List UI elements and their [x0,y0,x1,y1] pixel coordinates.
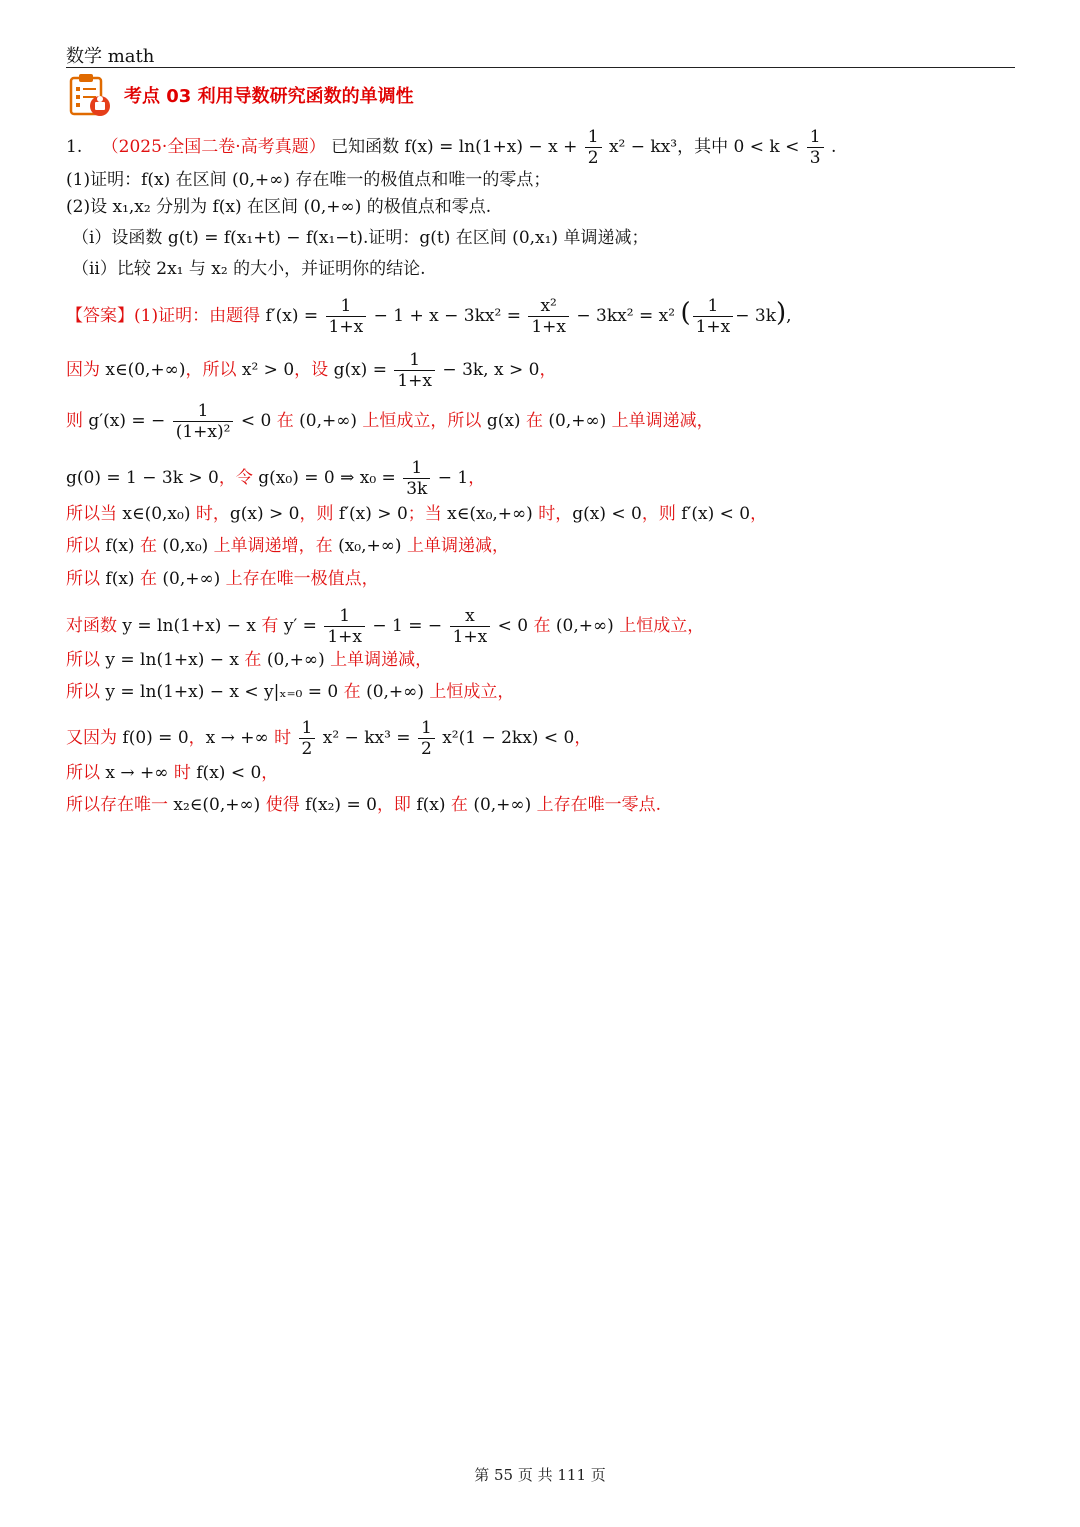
answer-line-11 [66,718,591,759]
math-d: x²(1 − 2kx) < 0 [442,728,575,748]
math-c: − 1 = − [372,616,448,636]
frac-1-over-1px-b: $\frac{1}{1+x}$ [693,296,734,337]
answer-line-4 [66,458,485,499]
problem-source: （2025·全国二卷·高考真题） [101,137,326,157]
answer-text: 时， [532,504,573,524]
answer-text: 上单调递增，在 [208,536,339,556]
answer-line-1: 【答案】(1)证明：由题得 f′(x) = $\frac{1}{1+x}$ − 1 + x − 3kx² = $\frac{\text{x²}}{1+x}$ − 3kx² = x² ( $\frac{1}{1+x}$ − 3k), [66,296,792,337]
math-expression: f(x) < 0 [196,763,262,783]
text-d: ， [539,360,557,380]
answer-text: 所以存在唯一 [66,795,174,815]
answer-text: 所以 [66,569,106,589]
math-e: (0,+∞) [555,616,614,636]
math-c: − 1 [437,468,469,488]
math-expression: y = ln(1+x) − x < y|ₓ₌₀ = 0 [105,682,339,702]
problem-number: 1. [66,137,83,157]
text-c: ，设 [294,360,334,380]
gprime-expr: g′(x) = − [88,411,171,431]
math-expression: g(x) < 0 [572,504,642,524]
text-b: ， [188,728,206,748]
text-b: ， [468,468,486,488]
math-a: x∈(0,+∞) [105,360,186,380]
math-b: x² > 0 [241,360,295,380]
math-expression: (0,x₀) [162,536,209,556]
math-b: g(x₀) = 0 ⇒ x₀ = [258,468,402,488]
answer-line-7 [66,566,379,592]
text-a: 因为 [66,360,106,380]
text-d: 上恒成立， [613,616,705,636]
page-header: 数学 math [66,46,155,67]
answer-line-12 [66,760,278,786]
math-a: g(0) = 1 − 3k > 0 [66,468,219,488]
page-footer: 第 55 页 共 111 页 [474,1466,606,1484]
frac-half-b: $\frac{1}{2}$ [418,718,435,759]
math-expression: y = ln(1+x) − x [105,650,239,670]
frac-half-a: $\frac{1}{2}$ [299,718,316,759]
problem-stem-a: 已知函数 f(x) = ln(1+x) − x + [331,137,583,157]
math-expression: (0,+∞) [162,569,221,589]
answer-line-2 [66,350,556,391]
answer-line-6 [66,533,509,559]
clipboard-icon [66,72,112,118]
frac-x2-over-1px: $\frac{\text{x²}}{1+x}$ [528,296,569,337]
text-d: ， [574,728,592,748]
math-expression: x∈(0,x₀) [122,504,191,524]
answer-line-3 [66,401,714,442]
math-expression: x₂∈(0,+∞) [173,795,261,815]
answer-text: 所以 [66,536,106,556]
answer-text: 时 [168,763,197,783]
text-b: 在 [271,411,300,431]
answer-line-9 [66,647,432,673]
math-expression: f′(x) < 0 [681,504,751,524]
math-expression: g(x) > 0 [229,504,300,524]
answer-text: 使得 [260,795,306,815]
fprime-expr-c: − 3kx² = x² [576,306,676,326]
answer-text: 在 [239,650,267,670]
math-e: (0,+∞) [548,411,607,431]
math-a: y = ln(1+x) − x [122,616,256,636]
frac-gprime: $\frac{1}{\text{(1+x)²}}$ [173,401,234,442]
frac-1-over-1px: $\frac{1}{1+x}$ [326,296,367,337]
answer-line-10 [66,679,514,705]
math-expression: f(x) [105,569,135,589]
answer-text: ， [750,504,768,524]
answer-text: 在 [338,682,367,702]
math-expression: (0,+∞) [266,650,325,670]
math-expression: f(x₂) = 0 [305,795,377,815]
math-a: f(0) = 0 [122,728,189,748]
text-c: 上恒成立，所以 [357,411,487,431]
text-a: 则 [66,411,89,431]
frac-yprime-b: $\frac{x}{1+x}$ [450,606,491,647]
text-a: 又因为 [66,728,123,748]
math-d: g(x) [486,411,521,431]
problem-stem-c: . [830,137,837,157]
answer-text: 上恒成立， [423,682,515,702]
text-b: ，所以 [185,360,242,380]
math-expression: f(x) [416,795,446,815]
text-a: ，令 [218,468,259,488]
text-e: 上单调递减， [606,411,714,431]
answer-line-5 [66,501,767,527]
stem-fraction-third: $\frac{1}{3}$ [807,127,824,168]
math-expression: x → +∞ [105,763,169,783]
answer-text: ，则 [299,504,339,524]
header-rule [66,67,1015,68]
answer-text: 时， [190,504,230,524]
math-expression: f(x) [105,536,135,556]
math-expression: (0,+∞) [366,682,424,702]
text-a: 对函数 [66,616,123,636]
answer-text: ，即 [376,795,417,815]
math-d: < 0 [497,616,529,636]
fprime-expr-b: − 1 + x − 3kx² = [373,306,527,326]
text-d: 在 [520,411,549,431]
frac-x0: $\frac{1}{3k}$ [403,458,430,499]
answer-text: ；当 [407,504,448,524]
fprime-expr: f′(x) = [265,306,324,326]
math-c: g(x) = [333,360,393,380]
problem-stem [66,127,836,168]
answer-line-13 [66,792,661,818]
answer-tag: 【答案】(1)证明：由题得 [66,306,266,326]
answer-text: 上单调递减， [401,536,509,556]
math-expression: f′(x) > 0 [338,504,408,524]
math-expression: (0,+∞) [473,795,532,815]
frac-g: $\frac{1}{1+x}$ [394,350,435,391]
math-b: x → +∞ [205,728,269,748]
answer-text: 在 [134,569,163,589]
answer-text: 上存在唯一极值点， [220,569,379,589]
math-b: < 0 [240,411,272,431]
answer-text: ， [261,763,279,783]
frac-yprime-a: $\frac{1}{1+x}$ [324,606,365,647]
answer-text: 在 [445,795,474,815]
answer-text: 所以 [66,650,106,670]
answer-text: ，则 [641,504,682,524]
fprime-expr-d: − 3k [735,306,777,326]
section-title: 考点 03 利用导数研究函数的单调性 [124,86,414,107]
answer-text: 所以当 [66,504,123,524]
answer-text: 上单调递减， [324,650,433,670]
math-expression: x∈(x₀,+∞) [447,504,533,524]
problem-part2: (2)设 x₁,x₂ 分别为 f(x) 在区间 (0,+∞) 的极值点和零点. [66,197,492,217]
problem-part1: (1)证明：f(x) 在区间 (0,+∞) 存在唯一的极值点和唯一的零点； [66,170,551,190]
answer-line-8 [66,606,704,647]
answer-text: 上存在唯一零点. [531,795,662,815]
text-c: 在 [528,616,556,636]
text-b: 有 [256,616,284,636]
answer-text: 所以 [66,763,106,783]
math-b: y′ = [283,616,323,636]
math-c: (0,+∞) [299,411,358,431]
math-d: − 3k, x > 0 [442,360,540,380]
problem-part2ii: （ii）比较 2x₁ 与 x₂ 的大小，并证明你的结论. [72,259,426,279]
answer-text: 所以 [66,682,106,702]
stem-fraction-half: $\frac{1}{2}$ [585,127,602,168]
math-c: x² − kx³ = [322,728,416,748]
problem-part2i: （i）设函数 g(t) = f(x₁+t) − f(x₁−t).证明：g(t) 在区间 (0,x₁) 单调递减； [72,228,649,248]
problem-stem-b: x² − kx³，其中 0 < k < [608,137,805,157]
text-c: 时 [268,728,297,748]
math-expression: (x₀,+∞) [338,536,402,556]
answer-text: 在 [134,536,163,556]
